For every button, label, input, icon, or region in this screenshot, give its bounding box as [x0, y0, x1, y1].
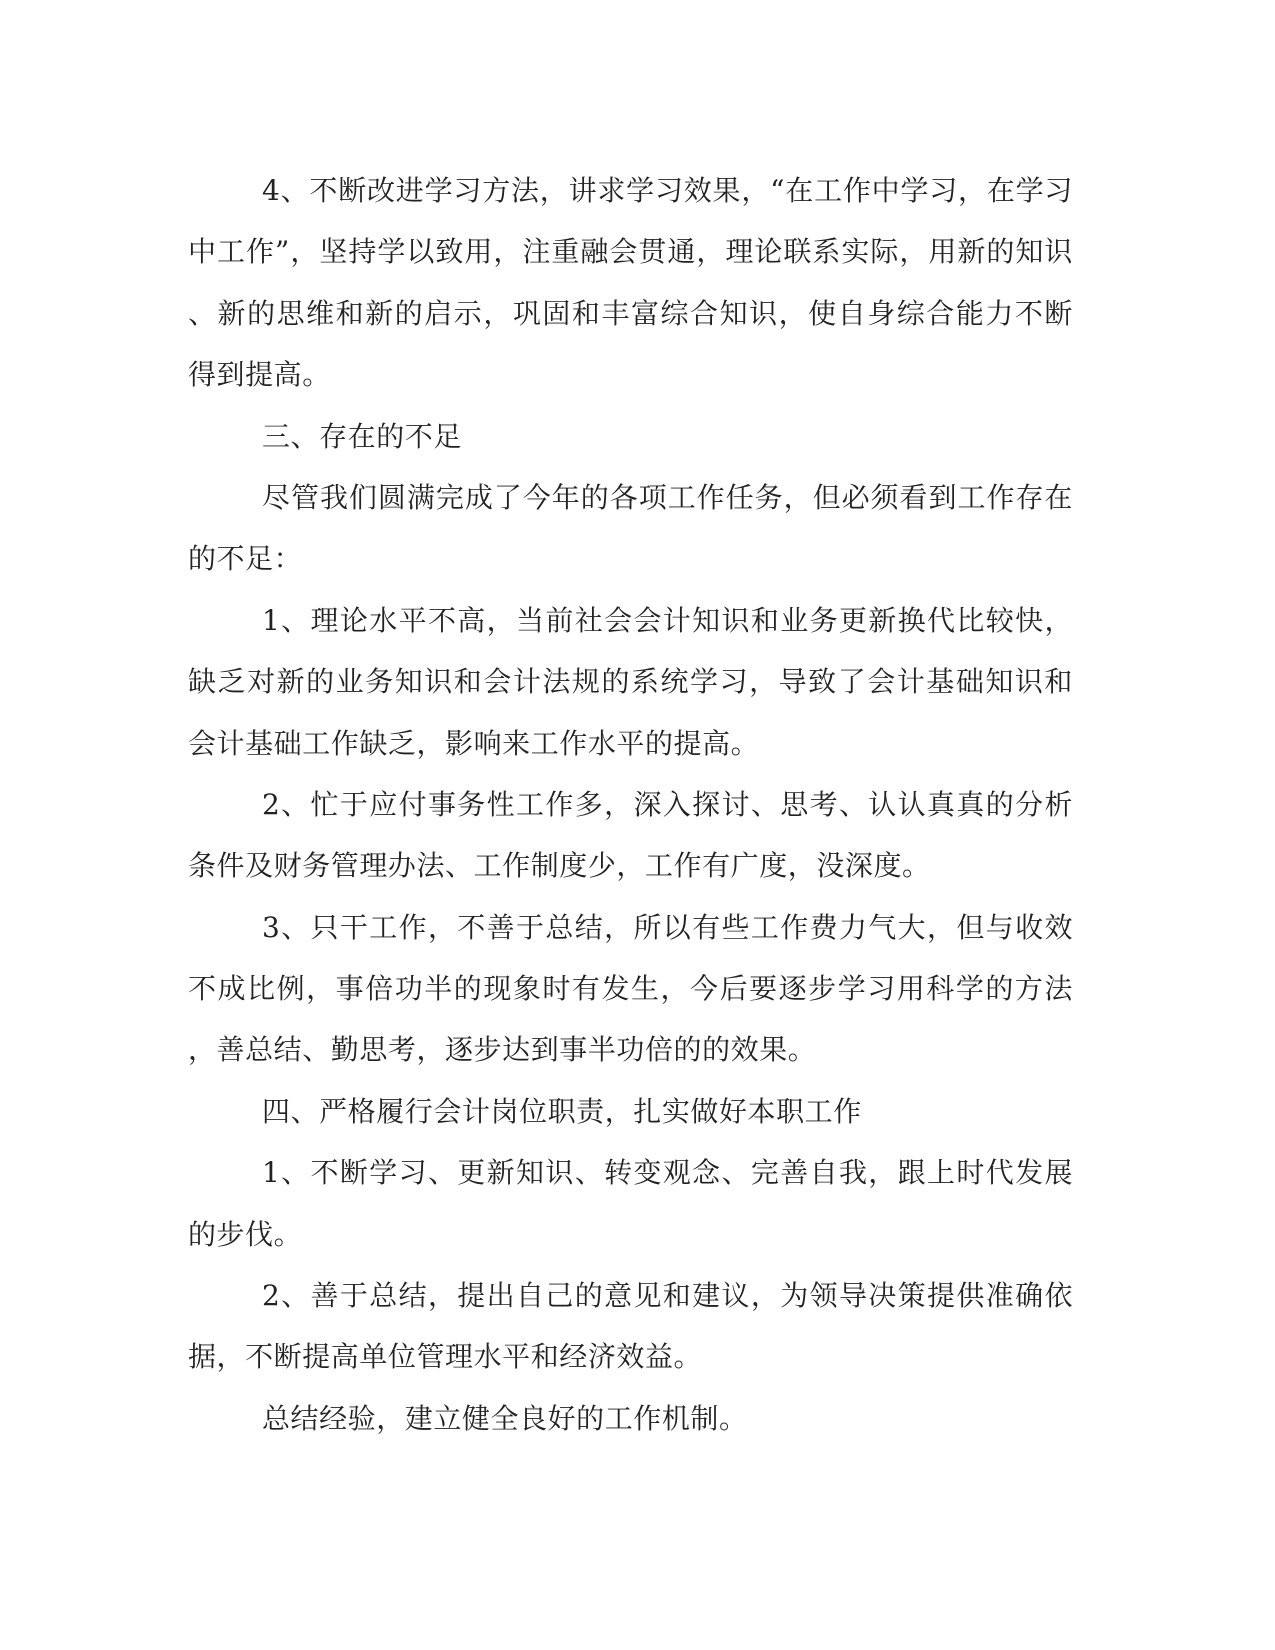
text-line: 条件及财务管理办法、工作制度少，工作有广度，没深度。	[188, 849, 931, 883]
text-line: 四、严格履行会计岗位职责，扎实做好本职工作	[262, 1094, 862, 1128]
text-line: 缺乏对新的业务知识和会计法规的系统学习，导致了会计基础知识和	[188, 665, 1073, 699]
text-line: 总结经验，建立健全良好的工作机制。	[262, 1401, 748, 1435]
text-line: 2、忙于应付事务性工作多，深入探讨、思考、认认真真的分析	[262, 787, 1073, 821]
document-body	[188, 160, 1073, 1449]
text-line: 会计基础工作缺乏，影响来工作水平的提高。	[188, 726, 760, 760]
text-line: 据，不断提高单位管理水平和经济效益。	[188, 1340, 703, 1374]
text-line: 1、理论水平不高，当前社会会计知识和业务更新换代比较快，	[262, 603, 1073, 637]
text-line: 三、存在的不足	[262, 419, 462, 453]
text-line: 3、只干工作，不善于总结，所以有些工作费力气大，但与收效	[262, 910, 1073, 944]
text-line: 1、不断学习、更新知识、转变观念、完善自我，跟上时代发展	[262, 1156, 1073, 1190]
text-line: ，善总结、勤思考，逐步达到事半功倍的的效果。	[188, 1033, 817, 1067]
text-line: 的不足：	[188, 542, 303, 576]
text-line: 2、善于总结，提出自己的意见和建议，为领导决策提供准确依	[262, 1279, 1073, 1313]
text-line: 得到提高。	[188, 358, 331, 392]
text-line: 、新的思维和新的启示，巩固和丰富综合知识，使自身综合能力不断	[188, 296, 1073, 330]
text-line: 中工作”，坚持学以致用，注重融会贯通，理论联系实际，用新的知识	[188, 235, 1073, 269]
text-line: 4、不断改进学习方法，讲求学习效果，“在工作中学习，在学习	[262, 174, 1073, 207]
text-line: 尽管我们圆满完成了今年的各项工作任务，但必须看到工作存在	[262, 480, 1073, 514]
text-line: 不成比例，事倍功半的现象时有发生，今后要逐步学习用科学的方法	[188, 972, 1073, 1006]
text-line: 的步伐。	[188, 1217, 303, 1251]
